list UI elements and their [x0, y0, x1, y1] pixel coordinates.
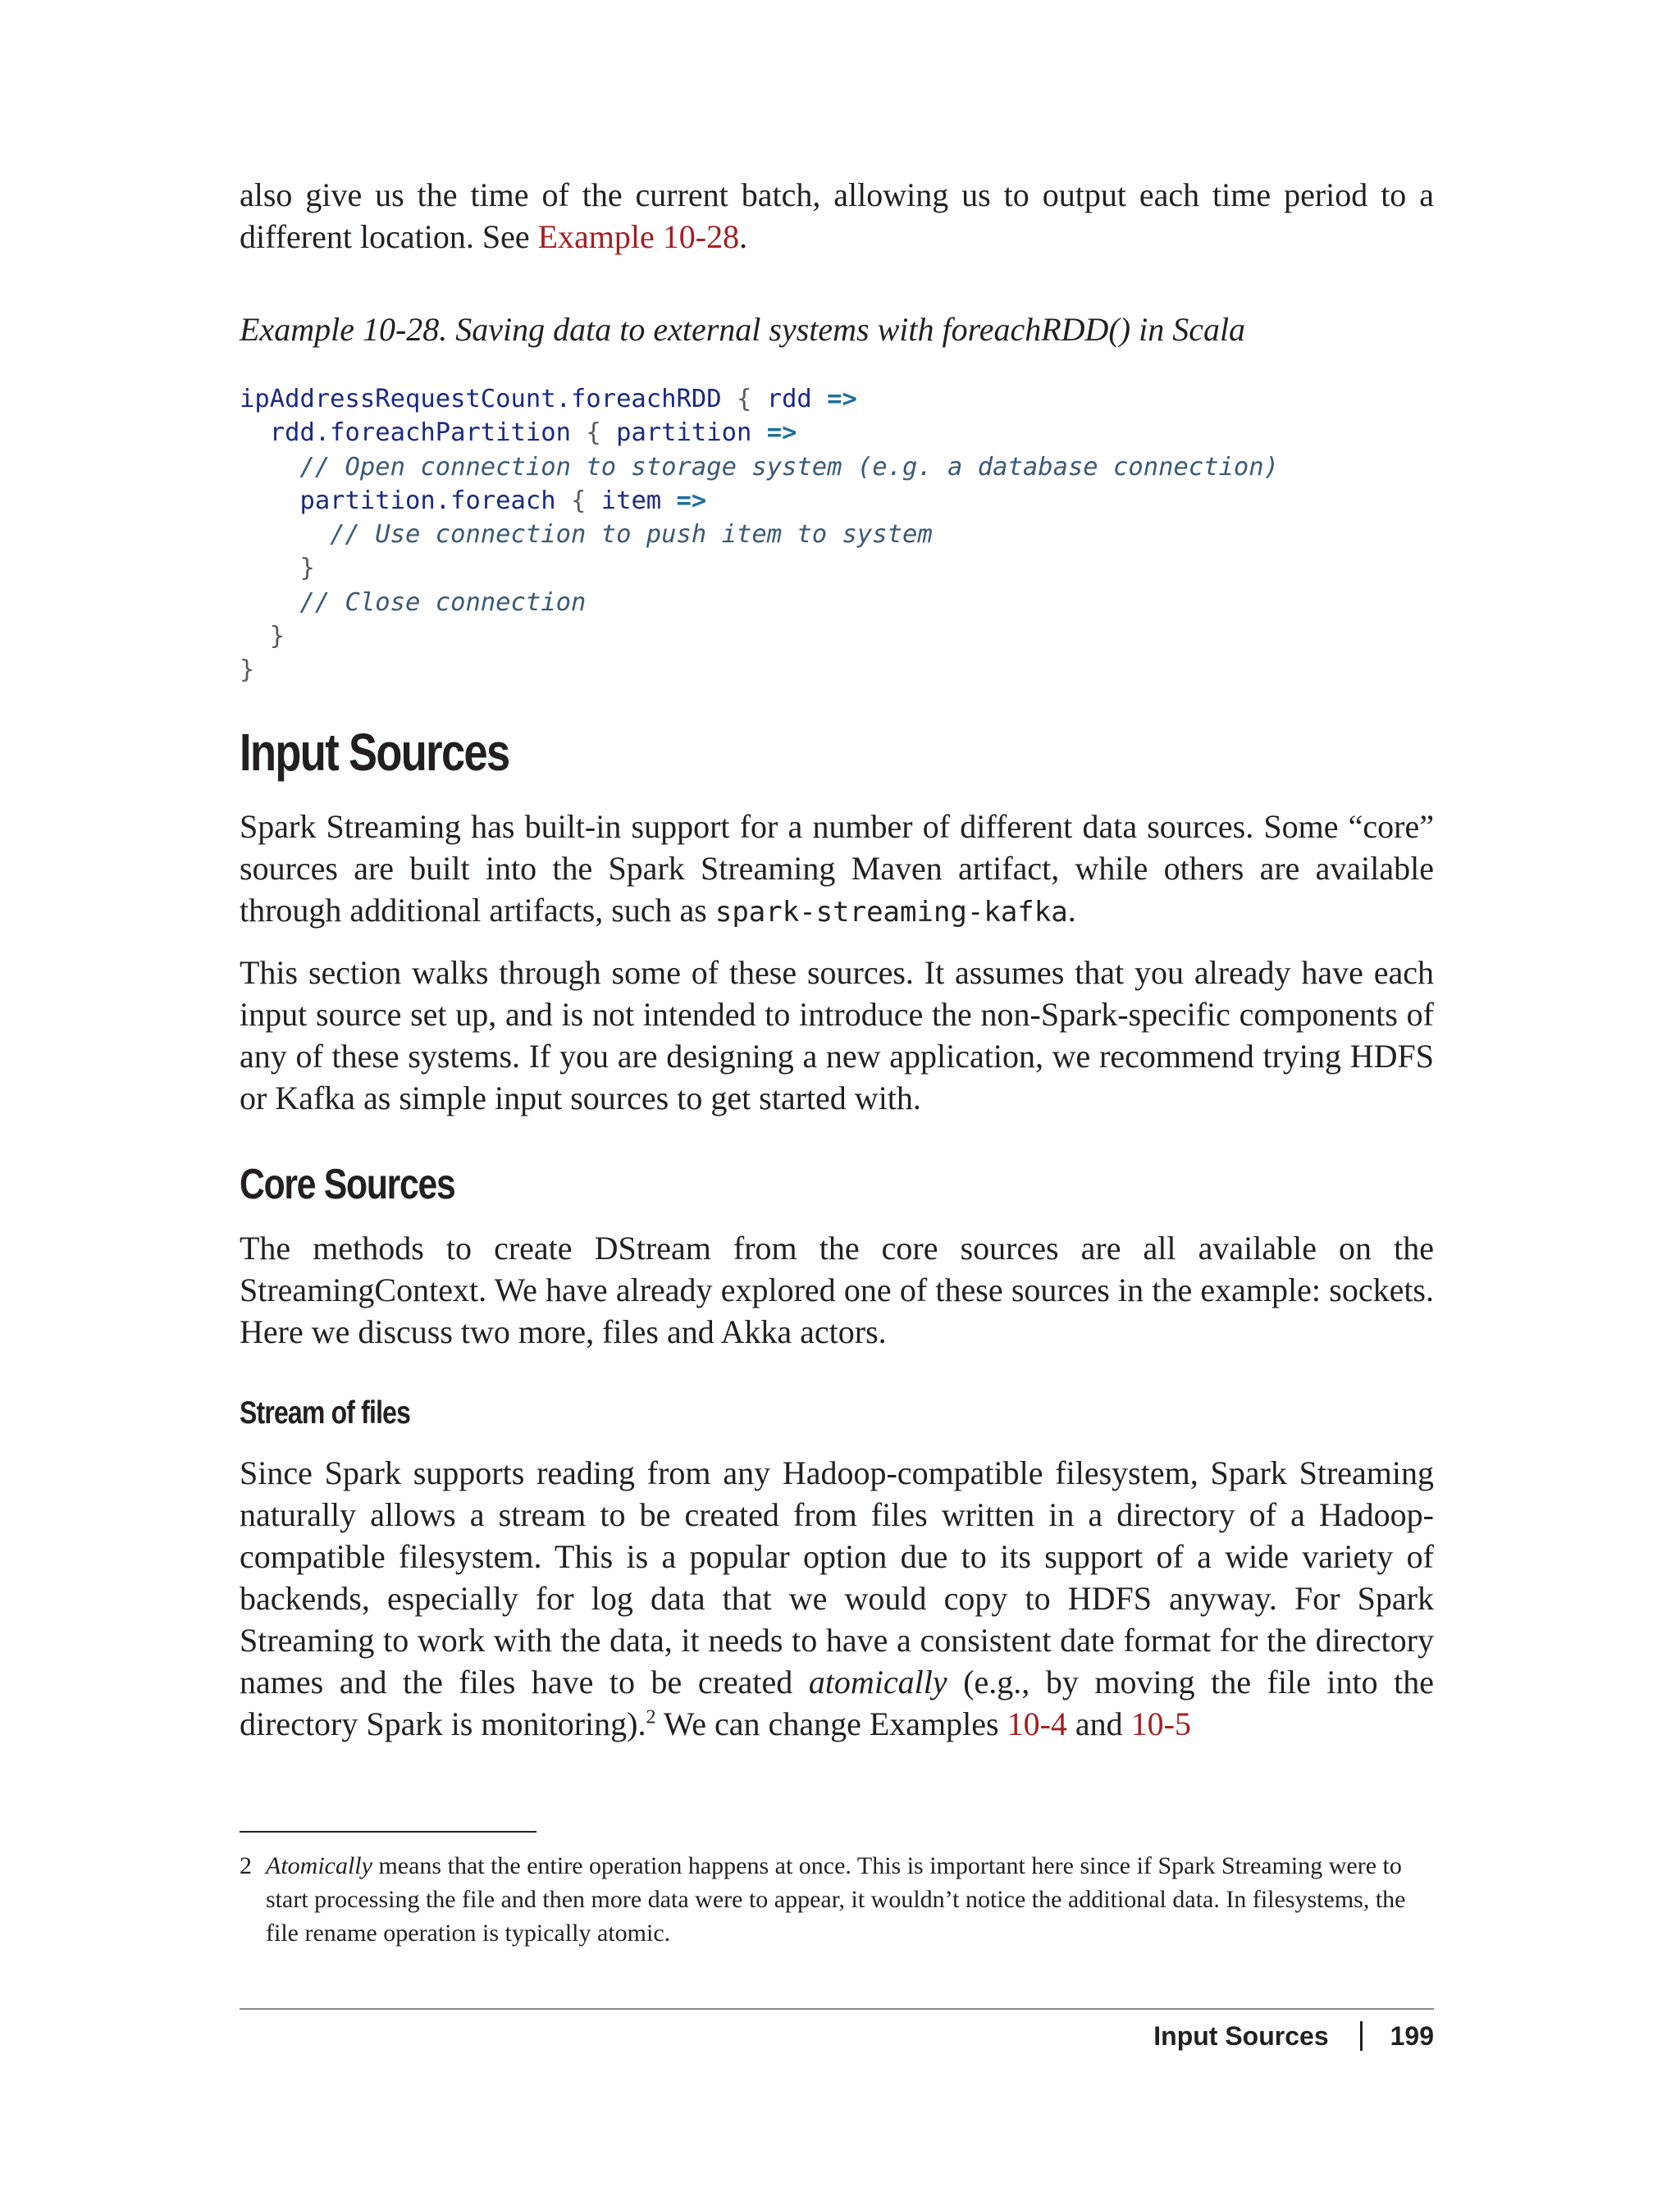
- section-heading-input-sources: Input Sources: [240, 723, 509, 782]
- footnote-number: 2: [240, 1852, 252, 1879]
- subsection-heading-stream-of-files: Stream of files: [240, 1395, 411, 1431]
- footer-divider: [240, 2008, 1434, 2010]
- intro-text: also give us the time of the current batch, allowing us to output each time period to a different location. See: [240, 176, 1434, 255]
- footnote-divider: [240, 1831, 536, 1833]
- example-10-5-link[interactable]: 10-5: [1130, 1705, 1191, 1742]
- intro-paragraph: also give us the time of the current batch, allowing us to output each time period to a different location. See Example 10-28.: [240, 176, 1434, 255]
- code-block: ipAddressRequestCount.foreachRDD { rdd => rdd.foreachPartition { partition => // Open connection to storage system (e.g. a database connection) partition.foreach { item => // Use connection to push item to system } // Close connection } }: [240, 385, 1280, 685]
- input-sources-paragraph-2: This section walks through some of these sources. It assumes that you already have each input source set up, and is not intended to introduce the non-Spark-specific components of any of these systems. If you are designing a new application, we recommend trying HDFS or Kafka as simple input sources to get started with.: [240, 954, 1434, 1116]
- page-footer: [1153, 2020, 1434, 2052]
- stream-of-files-paragraph: Since Spark supports reading from any Hadoop-compatible filesystem, Spark Streaming naturally allows a stream to be created from files written in a directory of a Hadoop-compatible filesystem. This is a popular option due to its support of a wide variety of backends, especially for log data that we would copy to HDFS anyway. For Spark Streaming to work with the data, it needs to have a consistent date format for the directory names and the files have to be created atomically (e.g., by moving the file into the directory Spark is monitoring).$^2$ We can change Examples 10-4 and 10-5: [240, 1454, 1435, 1742]
- footnote-text: Atomically means that the entire operation happens at once. This is important here since if Spark Streaming were to start processing the file and then more data were to appear, it wouldn’t notice the additional data. In filesystems, the file rename operation is typically atomic.: [266, 1852, 1406, 1947]
- example-10-28-link[interactable]: Example 10-28: [537, 218, 740, 255]
- input-sources-paragraph-1: Spark Streaming has built-in support for a number of different data sources. Some “core” sources are built into the Spark Streaming Maven artifact, while others are available through additional artifacts, such as spark-streaming-kafka.: [240, 808, 1434, 929]
- core-sources-paragraph: The methods to create DStream from the core sources are all available on the StreamingContext. We have already explored one of these sources in the example: sockets. Here we discuss two more, files and Akka actors.: [240, 1230, 1434, 1350]
- footnote: [240, 1849, 1421, 1950]
- inline-code: spark-streaming-kafka: [714, 896, 1068, 929]
- section-heading-core-sources: Core Sources: [240, 1161, 455, 1208]
- footer-separator: [1360, 2021, 1363, 2051]
- running-footer-title: Input Sources: [1153, 2021, 1329, 2051]
- example-caption: Example 10-28. Saving data to external systems with foreachRDD() in Scala: [240, 311, 1246, 348]
- footnote-ref[interactable]: 2: [646, 1706, 656, 1728]
- page-number: 199: [1390, 2021, 1434, 2051]
- example-10-4-link[interactable]: 10-4: [1007, 1705, 1067, 1742]
